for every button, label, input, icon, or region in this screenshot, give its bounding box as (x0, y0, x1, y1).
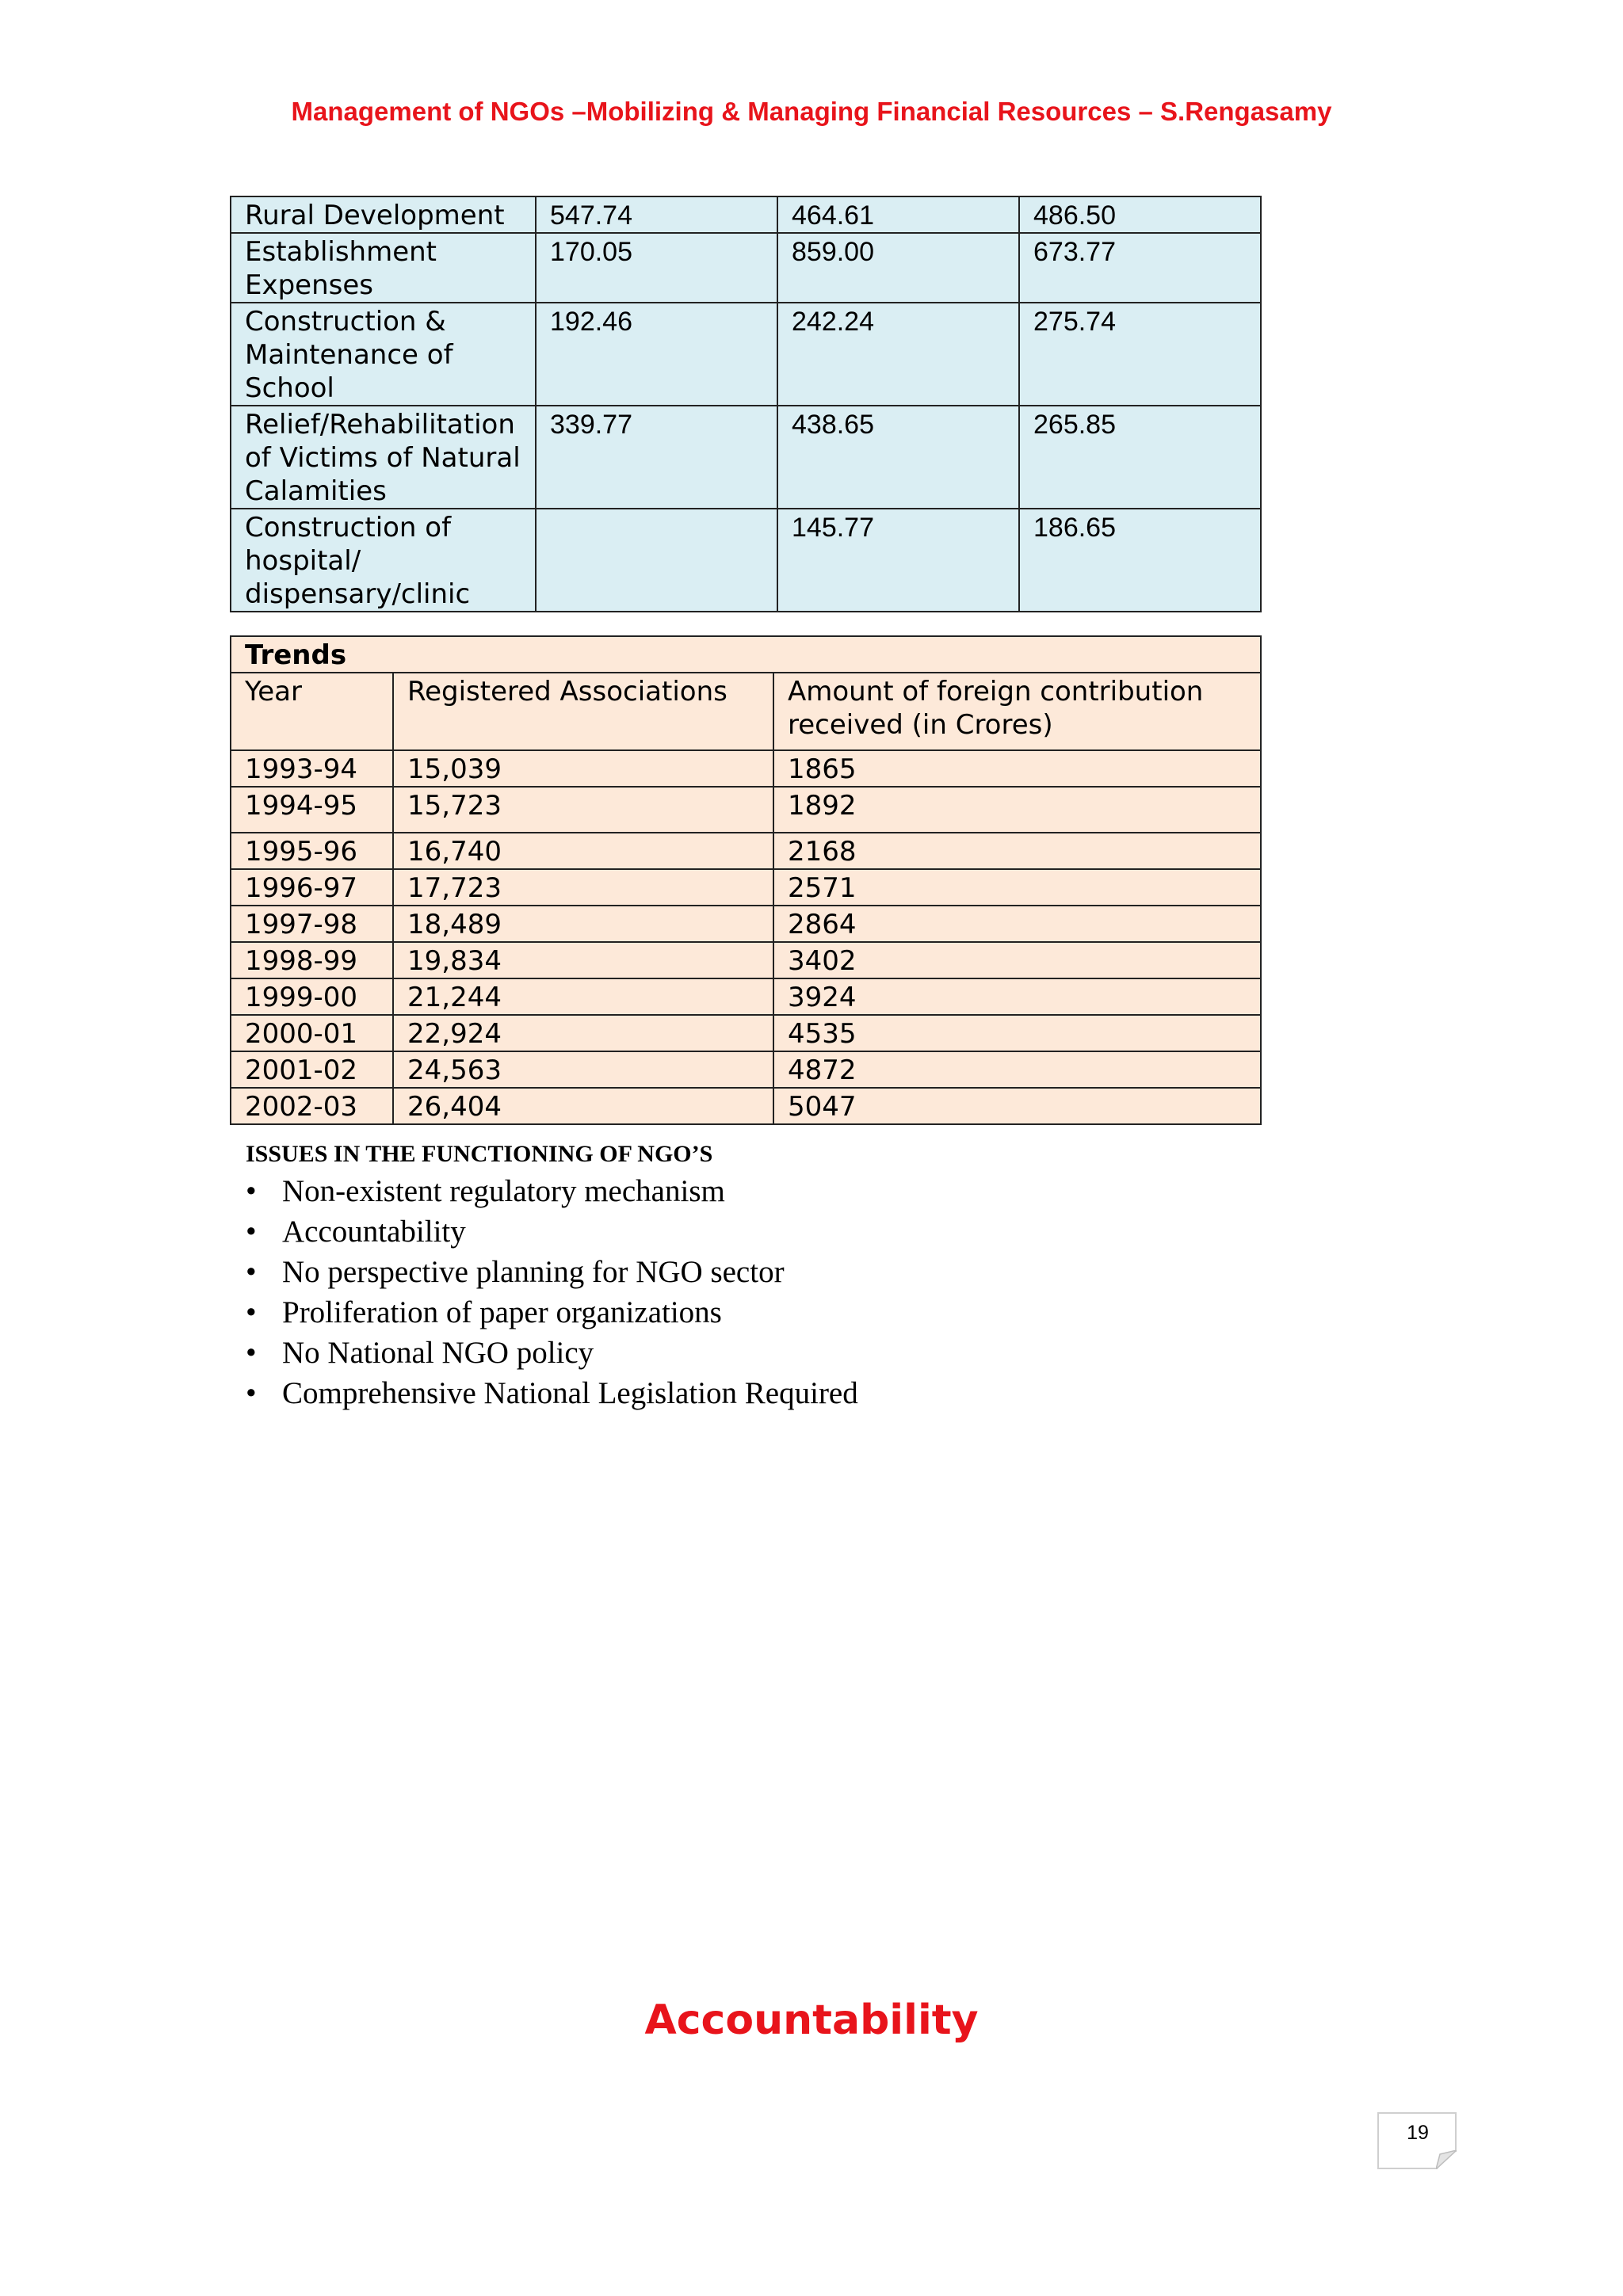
row-label: Construction & Maintenance of School (231, 303, 536, 406)
bullet-icon: • (246, 1215, 257, 1249)
table-row (231, 509, 1261, 612)
table-row (231, 906, 1261, 942)
list-item (246, 1171, 858, 1211)
bullet-icon: • (246, 1174, 257, 1208)
table-header-row (231, 673, 1261, 750)
page-curl-icon (1436, 2150, 1457, 2169)
year-cell: 1995-96 (231, 833, 393, 869)
issue-text: Non-existent regulatory mechanism (282, 1174, 725, 1208)
value-cell: 673.77 (1019, 233, 1261, 303)
list-item (246, 1211, 858, 1252)
table-row (231, 978, 1261, 1015)
associations-cell: 19,834 (393, 942, 773, 978)
value-cell: 859.00 (777, 233, 1019, 303)
issues-list (246, 1171, 858, 1413)
row-label: Relief/Rehabilitation of Victims of Natural Calamities (231, 406, 536, 509)
associations-cell: 18,489 (393, 906, 773, 942)
page-number-box-edge (1379, 2168, 1438, 2169)
value-cell: 438.65 (777, 406, 1019, 509)
year-cell: 1999-00 (231, 978, 393, 1015)
value-cell: 265.85 (1019, 406, 1261, 509)
table-row (231, 833, 1261, 869)
table-row (231, 1088, 1261, 1124)
year-cell: 2002-03 (231, 1088, 393, 1124)
associations-cell: 22,924 (393, 1015, 773, 1051)
value-cell: 170.05 (536, 233, 777, 303)
list-item (246, 1252, 858, 1292)
bullet-icon: • (246, 1255, 257, 1289)
running-header: Management of NGOs –Mobilizing & Managing Financial Resources – S.Rengasamy (291, 97, 1332, 126)
year-cell: 2001-02 (231, 1051, 393, 1088)
footer-title: Accountability (644, 1997, 979, 2044)
amount-cell: 1892 (773, 787, 1261, 833)
list-item (246, 1333, 858, 1373)
column-header-year: Year (231, 673, 393, 750)
amount-cell: 2571 (773, 869, 1261, 906)
issues-heading: ISSUES IN THE FUNCTIONING OF NGO’S (246, 1141, 713, 1167)
column-header-associations: Registered Associations (393, 673, 773, 750)
page-number-box-edge (1455, 2114, 1457, 2152)
list-item (246, 1292, 858, 1333)
table-row (231, 196, 1261, 233)
associations-cell: 24,563 (393, 1051, 773, 1088)
year-cell: 1996-97 (231, 869, 393, 906)
issue-text: No perspective planning for NGO sector (282, 1255, 785, 1289)
row-label: Construction of hospital/ dispensary/clinic (231, 509, 536, 612)
trends-title: Trends (231, 636, 1261, 673)
associations-cell: 21,244 (393, 978, 773, 1015)
associations-cell: 16,740 (393, 833, 773, 869)
amount-cell: 4872 (773, 1051, 1261, 1088)
table-row (231, 1051, 1261, 1088)
amount-cell: 3924 (773, 978, 1261, 1015)
year-cell: 1997-98 (231, 906, 393, 942)
list-item (246, 1373, 858, 1413)
column-header-amount: Amount of foreign contribution received (in Crores) (773, 673, 1261, 750)
amount-cell: 4535 (773, 1015, 1261, 1051)
value-cell: 339.77 (536, 406, 777, 509)
table-row (231, 942, 1261, 978)
amount-cell: 3402 (773, 942, 1261, 978)
associations-cell: 17,723 (393, 869, 773, 906)
value-cell: 186.65 (1019, 509, 1261, 612)
value-cell: 192.46 (536, 303, 777, 406)
table-row (231, 233, 1261, 303)
value-cell: 242.24 (777, 303, 1019, 406)
associations-cell: 15,723 (393, 787, 773, 833)
associations-cell: 15,039 (393, 750, 773, 787)
bullet-icon: • (246, 1376, 257, 1410)
trends-table (230, 635, 1262, 1125)
bullet-icon: • (246, 1336, 257, 1370)
table-row (231, 750, 1261, 787)
amount-cell: 2864 (773, 906, 1261, 942)
value-cell: 145.77 (777, 509, 1019, 612)
issue-text: Proliferation of paper organizations (282, 1295, 722, 1329)
issue-text: Accountability (282, 1215, 466, 1249)
value-cell: 547.74 (536, 196, 777, 233)
table-row (231, 303, 1261, 406)
value-cell: 275.74 (1019, 303, 1261, 406)
table-row (231, 636, 1261, 673)
year-cell: 1994-95 (231, 787, 393, 833)
table-row (231, 406, 1261, 509)
value-cell: 464.61 (777, 196, 1019, 233)
table-row (231, 787, 1261, 833)
year-cell: 1993-94 (231, 750, 393, 787)
row-label: Rural Development (231, 196, 536, 233)
amount-cell: 5047 (773, 1088, 1261, 1124)
table-row (231, 1015, 1261, 1051)
bullet-icon: • (246, 1295, 257, 1329)
table-row (231, 869, 1261, 906)
page-number-box (1377, 2112, 1457, 2169)
amount-cell: 2168 (773, 833, 1261, 869)
year-cell: 1998-99 (231, 942, 393, 978)
value-cell (536, 509, 777, 612)
page-number: 19 (1407, 2122, 1429, 2144)
issue-text: Comprehensive National Legislation Required (282, 1376, 858, 1410)
value-cell: 486.50 (1019, 196, 1261, 233)
row-label: Establishment Expenses (231, 233, 536, 303)
expense-table (230, 196, 1262, 612)
year-cell: 2000-01 (231, 1015, 393, 1051)
amount-cell: 1865 (773, 750, 1261, 787)
issue-text: No National NGO policy (282, 1336, 594, 1370)
associations-cell: 26,404 (393, 1088, 773, 1124)
